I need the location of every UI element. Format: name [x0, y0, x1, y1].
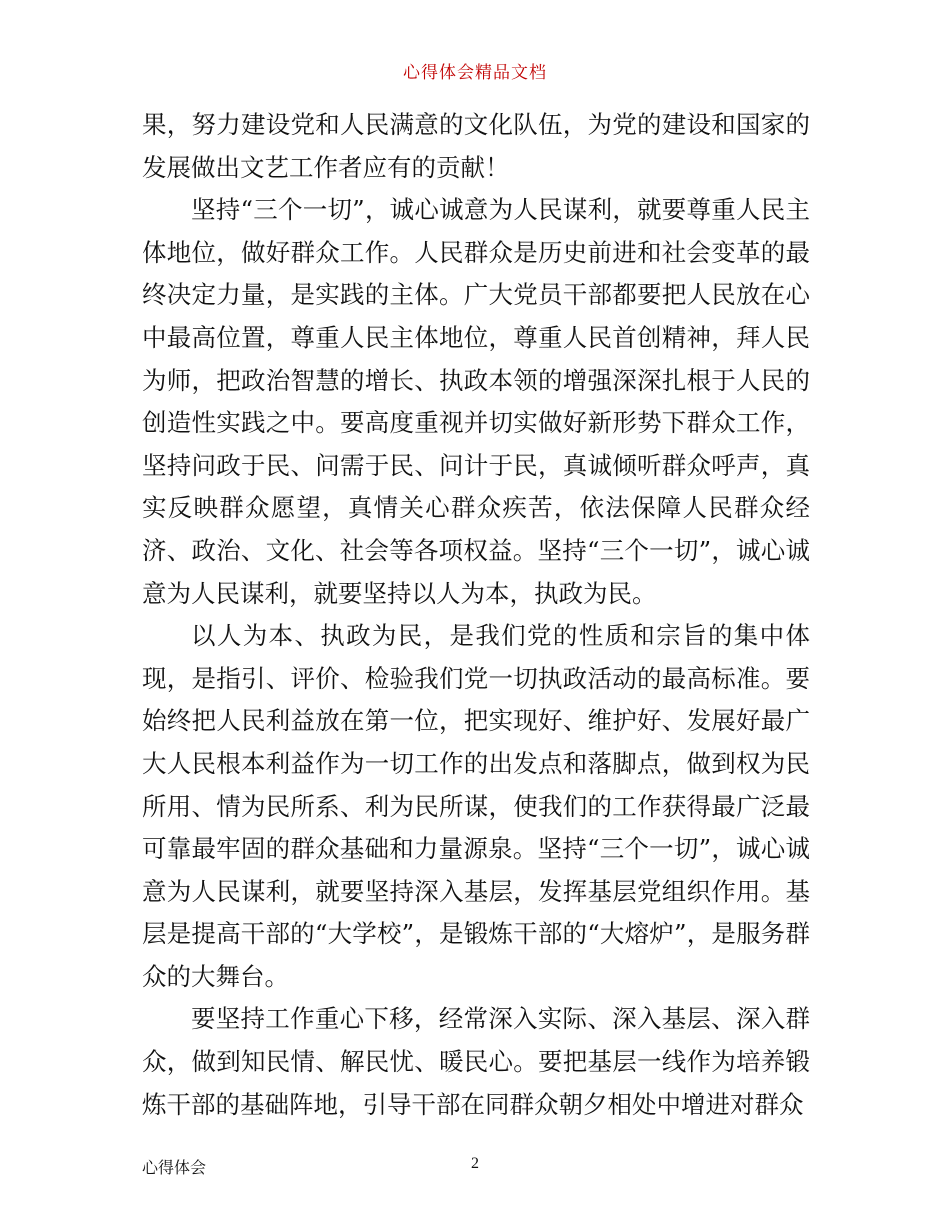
paragraph-continued: 果，努力建设党和人民满意的文化队伍，为党的建设和国家的发展做出文艺工作者应有的贡献！ [142, 110, 810, 182]
page-number: 2 [471, 1155, 479, 1172]
paragraph: 以人为本、执政为民，是我们党的性质和宗旨的集中体现，是指引、评价、检验我们党一切执政活动的最高标准。要始终把人民利益放在第一位，把实现好、维护好、发展好最广大人民根本利益作为一切工作的出发点和落脚点，做到权为民所用、情为民所系、利为民所谋，使我们的工作获得最广泛最可靠最牢固的群众基础和力量源泉。坚持“三个一切”，诚心诚意为人民谋利，就要坚持深入基层，发挥基层党组织作用。基层是提高干部的“大学校”，是锻炼干部的“大熔炉”，是服务群众的大舞台。 [142, 621, 810, 991]
paragraph: 要坚持工作重心下移，经常深入实际、深入基层、深入群众，做到知民情、解民忧、暖民心。要把基层一线作为培养锻炼干部的基础阵地，引导干部在同群众朝夕相处中增进对群众 [142, 1004, 810, 1119]
header-title: 心得体会精品文档 [403, 63, 547, 83]
paragraph: 坚持“三个一切”，诚心诚意为人民谋利，就要尊重人民主体地位，做好群众工作。人民群众是历史前进和社会变革的最终决定力量，是实践的主体。广大党员干部都要把人民放在心中最高位置，尊重人民主体地位，尊重人民首创精神，拜人民为师，把政治智慧的增长、执政本领的增强深深扎根于人民的创造性实践之中。要高度重视并切实做好新形势下群众工作，坚持问政于民、问需于民、问计于民，真诚倾听群众呼声，真实反映群众愿望，真情关心群众疾苦，依法保障人民群众经济、政治、文化、社会等各项权益。坚持“三个一切”，诚心诚意为人民谋利，就要坚持以人为本，执政为民。 [142, 195, 810, 608]
document-body [142, 104, 810, 1126]
footer-label: 心得体会 [142, 1158, 207, 1177]
